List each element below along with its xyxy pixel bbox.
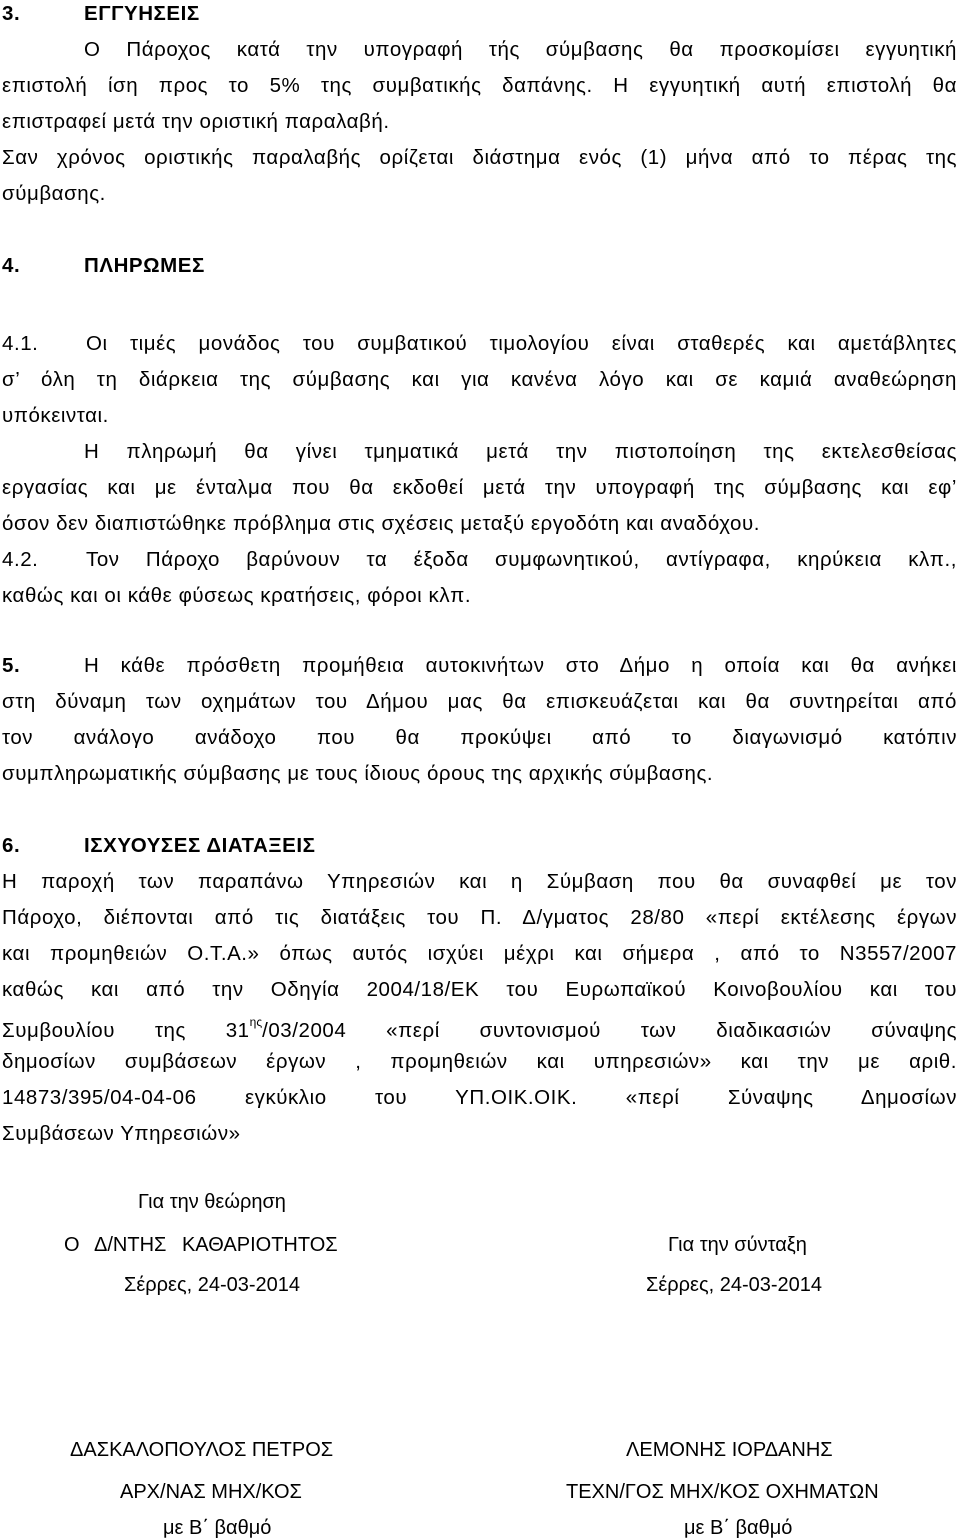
- paragraph-4-2-text: Τον Πάροχο βαρύνουν τα έξοδα συμφωνητικού, αντίγραφα, κηρύκεια κλπ.,: [86, 548, 957, 571]
- review-label: Για την θεώρηση: [138, 1191, 286, 1213]
- section-6-line-5-pre: Συμβουλίου της 31: [2, 1019, 250, 1042]
- paragraph-4-2-line-1: [2, 550, 957, 571]
- payment-line-2: εργασίας και με ένταλμα που θα εκδοθεί μετά την υπογραφή της σύμβασης και εφ’: [2, 476, 957, 499]
- right-signatory-grade: με Β΄ βαθμό: [684, 1517, 793, 1539]
- section-6-line-4: καθώς και από την Οδηγία 2004/18/ΕΚ του Ευρωπαϊκού Κοινοβουλίου και του: [2, 978, 957, 1001]
- section-3-line-5: σύμβασης.: [2, 182, 106, 205]
- paragraph-4-1-text: Οι τιμές μονάδος του συμβατικού τιμολογίου είναι σταθερές και αμετάβλητες: [86, 332, 957, 355]
- paragraph-4-1-line-1: [2, 334, 957, 355]
- section-5-text: Η κάθε πρόσθετη προμήθεια αυτοκινήτων στο Δήμο η οποία και θα ανήκει: [84, 654, 957, 677]
- left-signatory-role: ΑΡΧ/ΝΑΣ ΜΗΧ/ΚΟΣ: [120, 1481, 302, 1503]
- paragraph-4-1-line-2: σ’ όλη τη διάρκεια της σύμβασης και για κανένα λόγο και σε καμιά αναθεώρηση: [2, 368, 957, 391]
- paragraph-4-1-line-3: υπόκεινται.: [2, 404, 109, 427]
- section-3-line-2: επιστολή ίση προς το 5% της συμβατικής δαπάνης. Η εγγυητική αυτή επιστολή θα: [2, 74, 957, 97]
- left-signatory-name: ΔΑΣΚΑΛΟΠΟΥΛΟΣ ΠΕΤΡΟΣ: [70, 1439, 334, 1461]
- section-5-number: 5.: [2, 654, 21, 677]
- section-5-line-4: συμπληρωματικής σύμβασης με τους ίδιους όρους της αρχικής σύμβασης.: [2, 762, 714, 785]
- section-5-line-1: [2, 656, 957, 677]
- section-6-number: 6.: [2, 834, 21, 857]
- composed-label: Για την σύνταξη: [668, 1234, 807, 1256]
- section-6-line-5-post: /03/2004 «περί συντονισμού των διαδικασιών σύναψης: [262, 1019, 957, 1042]
- section-3-line-4: Σαν χρόνος οριστικής παραλαβής ορίζεται διάστημα ενός (1) μήνα από το πέρας της: [2, 146, 957, 169]
- section-6-line-6: δημοσίων συμβάσεων έργων , προμηθειών και υπηρεσιών» και την με αριθ.: [2, 1050, 957, 1073]
- section-5-line-3: τον ανάλογο ανάδοχο που θα προκύψει από το διαγωνισμό κατόπιν: [2, 726, 957, 749]
- section-5-line-2: στη δύναμη των οχημάτων του Δήμου μας θα επισκευάζεται και θα συντηρείται από: [2, 690, 957, 713]
- left-signatory-grade: με Β΄ βαθμό: [163, 1517, 272, 1539]
- section-3-line-3: επιστραφεί μετά την οριστική παραλαβή.: [2, 110, 390, 133]
- right-signatory-name: ΛΕΜΟΝΗΣ ΙΟΡΔΑΝΗΣ: [626, 1439, 833, 1461]
- section-4-heading: [2, 256, 957, 277]
- director-title: Ο Δ/ΝΤΗΣ ΚΑΘΑΡΙΟΤΗΤΟΣ: [64, 1234, 338, 1256]
- section-6-line-7: 14873/395/04-04-06 εγκύκλιο του ΥΠ.ΟΙΚ.ΟΙΚ. «περί Σύναψης Δημοσίων: [2, 1086, 957, 1109]
- section-6-line-3: και προμηθειών Ο.Τ.Α.» όπως αυτός ισχύει μέχρι και σήμερα , από το Ν3557/2007: [2, 942, 957, 965]
- section-3-number: 3.: [2, 2, 21, 25]
- section-6-title: ΙΣΧΥΟΥΣΕΣ ΔΙΑΤΑΞΕΙΣ: [84, 834, 316, 857]
- left-date: Σέρρες, 24-03-2014: [124, 1274, 301, 1296]
- section-3-title: ΕΓΓΥΗΣΕΙΣ: [84, 2, 200, 25]
- section-6-line-2: Πάροχο, διέπονται από τις διατάξεις του Π. Δ/γματος 28/80 «περί εκτέλεσης έργων: [2, 906, 957, 929]
- payment-line-3: όσον δεν διαπιστώθηκε πρόβλημα στις σχέσεις μεταξύ εργοδότη και αναδόχου.: [2, 512, 760, 535]
- section-6-line-5: [2, 1016, 957, 1042]
- section-6-line-8: Συμβάσεων Υπηρεσιών»: [2, 1122, 241, 1145]
- ordinal-superscript: ης: [249, 1015, 263, 1029]
- paragraph-4-1-number: 4.1.: [2, 332, 39, 355]
- section-4-title: ΠΛΗΡΩΜΕΣ: [84, 254, 205, 277]
- section-3-line-1: Ο Πάροχος κατά την υπογραφή τής σύμβασης θα προσκομίσει εγγυητική: [84, 38, 957, 61]
- payment-line-1: Η πληρωμή θα γίνει τμηματικά μετά την πιστοποίηση της εκτελεσθείσας: [84, 440, 957, 463]
- section-6-heading: [2, 836, 957, 857]
- section-6-line-1: Η παροχή των παραπάνω Υπηρεσιών και η Σύμβαση που θα συναφθεί με τον: [2, 870, 957, 893]
- section-4-number: 4.: [2, 254, 21, 277]
- paragraph-4-2-number: 4.2.: [2, 548, 39, 571]
- right-signatory-role: ΤΕΧΝ/ΓΟΣ ΜΗΧ/ΚΟΣ ΟΧΗΜΑΤΩΝ: [566, 1481, 879, 1503]
- right-date: Σέρρες, 24-03-2014: [646, 1274, 823, 1296]
- section-3-heading: [2, 4, 957, 25]
- paragraph-4-2-line-2: καθώς και οι κάθε φύσεως κρατήσεις, φόροι κλπ.: [2, 584, 472, 607]
